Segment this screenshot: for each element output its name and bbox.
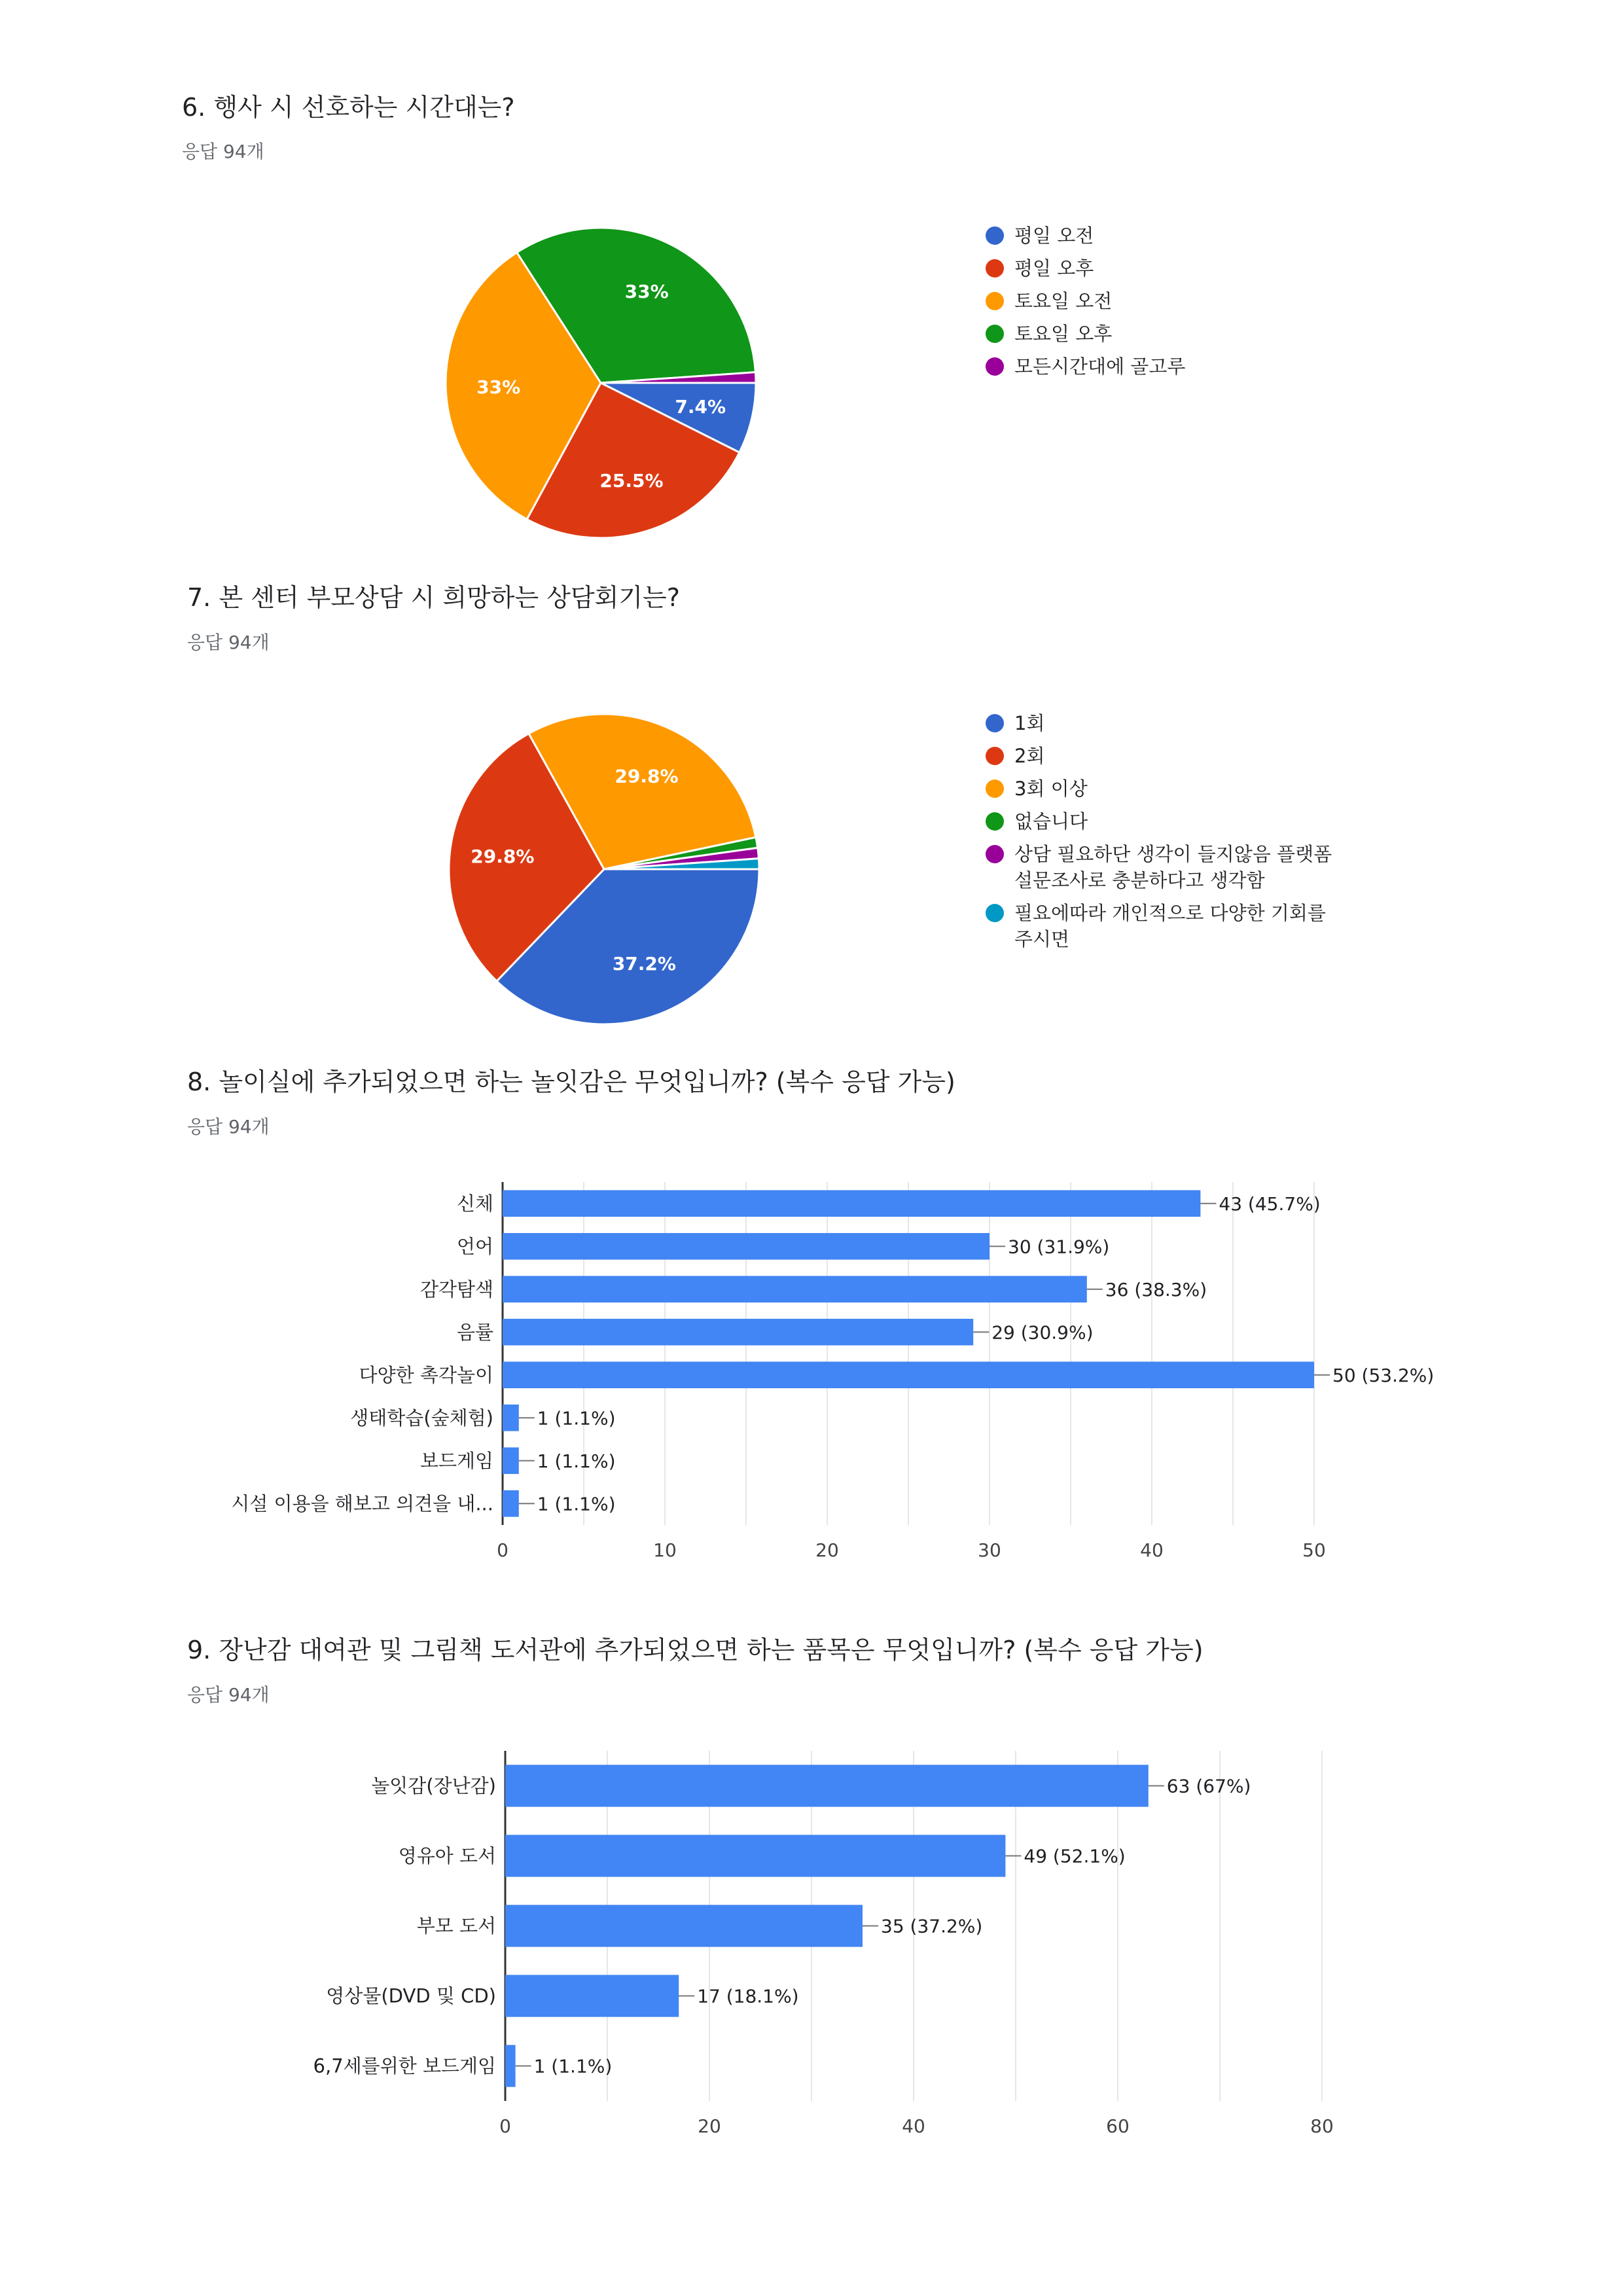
response-count: 응답 94개 <box>182 141 264 162</box>
bar <box>505 1905 863 1946</box>
value-label: 36 (38.3%) <box>1105 1278 1207 1300</box>
bar <box>505 1765 1149 1806</box>
question-title: 9. 장난감 대여관 및 그림책 도서관에 추가되었으면 하는 품목은 무엇입니까? (복수 응답 가능) <box>187 1636 1204 1664</box>
value-label: 17 (18.1%) <box>697 1985 799 2007</box>
legend-label: 토요일 오후 <box>1014 323 1113 345</box>
question-title: 6. 행사 시 선호하는 시간대는? <box>182 93 515 122</box>
bar <box>505 1975 679 2017</box>
x-tick-label: 50 <box>1302 1539 1326 1561</box>
x-tick-label: 20 <box>815 1539 839 1561</box>
slice-label: 25.5% <box>599 470 664 492</box>
category-label: 생태학습(숲체험) <box>350 1407 493 1429</box>
x-tick-label: 0 <box>497 1539 508 1561</box>
x-tick-label: 0 <box>499 2115 511 2137</box>
response-count: 응답 94개 <box>187 1684 270 1706</box>
bar <box>505 1835 1005 1876</box>
category-label: 영유아 도서 <box>398 1844 496 1867</box>
x-tick-label: 40 <box>902 2115 925 2137</box>
legend-label: 모든시간대에 골고루 <box>1014 355 1186 378</box>
response-count: 응답 94개 <box>187 1116 270 1138</box>
legend-label: 평일 오전 <box>1014 224 1094 247</box>
bar <box>505 2045 516 2087</box>
legend-label: 상담 필요하단 생각이 들지않음 플랫폼 <box>1014 843 1332 865</box>
value-label: 1 (1.1%) <box>537 1450 616 1472</box>
category-label: 언어 <box>456 1235 493 1258</box>
legend-label: 필요에따라 개인적으로 다양한 기회를 <box>1014 902 1326 924</box>
value-label: 1 (1.1%) <box>537 1493 616 1515</box>
legend-label: 설문조사로 충분하다고 생각함 <box>1014 869 1265 891</box>
category-label: 시설 이용을 해보고 의견을 내... <box>231 1492 493 1515</box>
legend-label: 주시면 <box>1014 928 1070 950</box>
category-label: 6,7세를위한 보드게임 <box>313 2054 496 2077</box>
value-label: 1 (1.1%) <box>533 2055 613 2077</box>
legend-label: 없습니다 <box>1014 810 1088 833</box>
value-label: 1 (1.1%) <box>537 1407 616 1429</box>
legend-label: 2회 <box>1014 745 1045 767</box>
legend-label: 1회 <box>1014 712 1045 734</box>
question-title: 8. 놀이실에 추가되었으면 하는 놀잇감은 무엇입니까? (복수 응답 가능) <box>187 1067 955 1096</box>
category-label: 보드게임 <box>419 1449 493 1472</box>
value-label: 49 (52.1%) <box>1024 1845 1126 1867</box>
value-label: 43 (45.7%) <box>1219 1193 1321 1215</box>
response-count: 응답 94개 <box>187 632 270 653</box>
value-label: 35 (37.2%) <box>881 1915 983 1937</box>
legend-label: 평일 오후 <box>1014 257 1094 279</box>
x-tick-label: 30 <box>978 1539 1001 1561</box>
question-title: 7. 본 센터 부모상담 시 희망하는 상담회기는? <box>187 583 680 612</box>
category-label: 영상물(DVD 및 CD) <box>326 1984 496 2007</box>
x-tick-label: 40 <box>1140 1539 1164 1561</box>
slice-label: 33% <box>476 376 521 398</box>
x-tick-label: 60 <box>1106 2115 1130 2137</box>
category-label: 부모 도서 <box>416 1914 496 1937</box>
value-label: 29 (30.9%) <box>991 1321 1094 1344</box>
category-label: 놀잇감(장난감) <box>371 1774 496 1797</box>
value-label: 50 (53.2%) <box>1332 1364 1435 1386</box>
slice-label: 33% <box>624 281 669 303</box>
value-label: 30 (31.9%) <box>1008 1236 1110 1258</box>
legend-label: 토요일 오전 <box>1014 290 1113 312</box>
x-tick-label: 10 <box>653 1539 677 1561</box>
slice-label: 37.2% <box>612 952 676 975</box>
category-label: 신체 <box>456 1192 493 1215</box>
slice-label: 7.4% <box>675 396 726 418</box>
slice-label: 29.8% <box>471 845 535 867</box>
category-label: 감각탐색 <box>419 1278 493 1300</box>
x-tick-label: 80 <box>1310 2115 1334 2137</box>
x-tick-label: 20 <box>698 2115 721 2137</box>
category-label: 음률 <box>456 1321 493 1344</box>
slice-label: 29.8% <box>615 765 679 787</box>
value-label: 63 (67%) <box>1166 1775 1251 1797</box>
legend-label: 3회 이상 <box>1014 778 1088 800</box>
category-label: 다양한 촉각놀이 <box>359 1363 493 1386</box>
